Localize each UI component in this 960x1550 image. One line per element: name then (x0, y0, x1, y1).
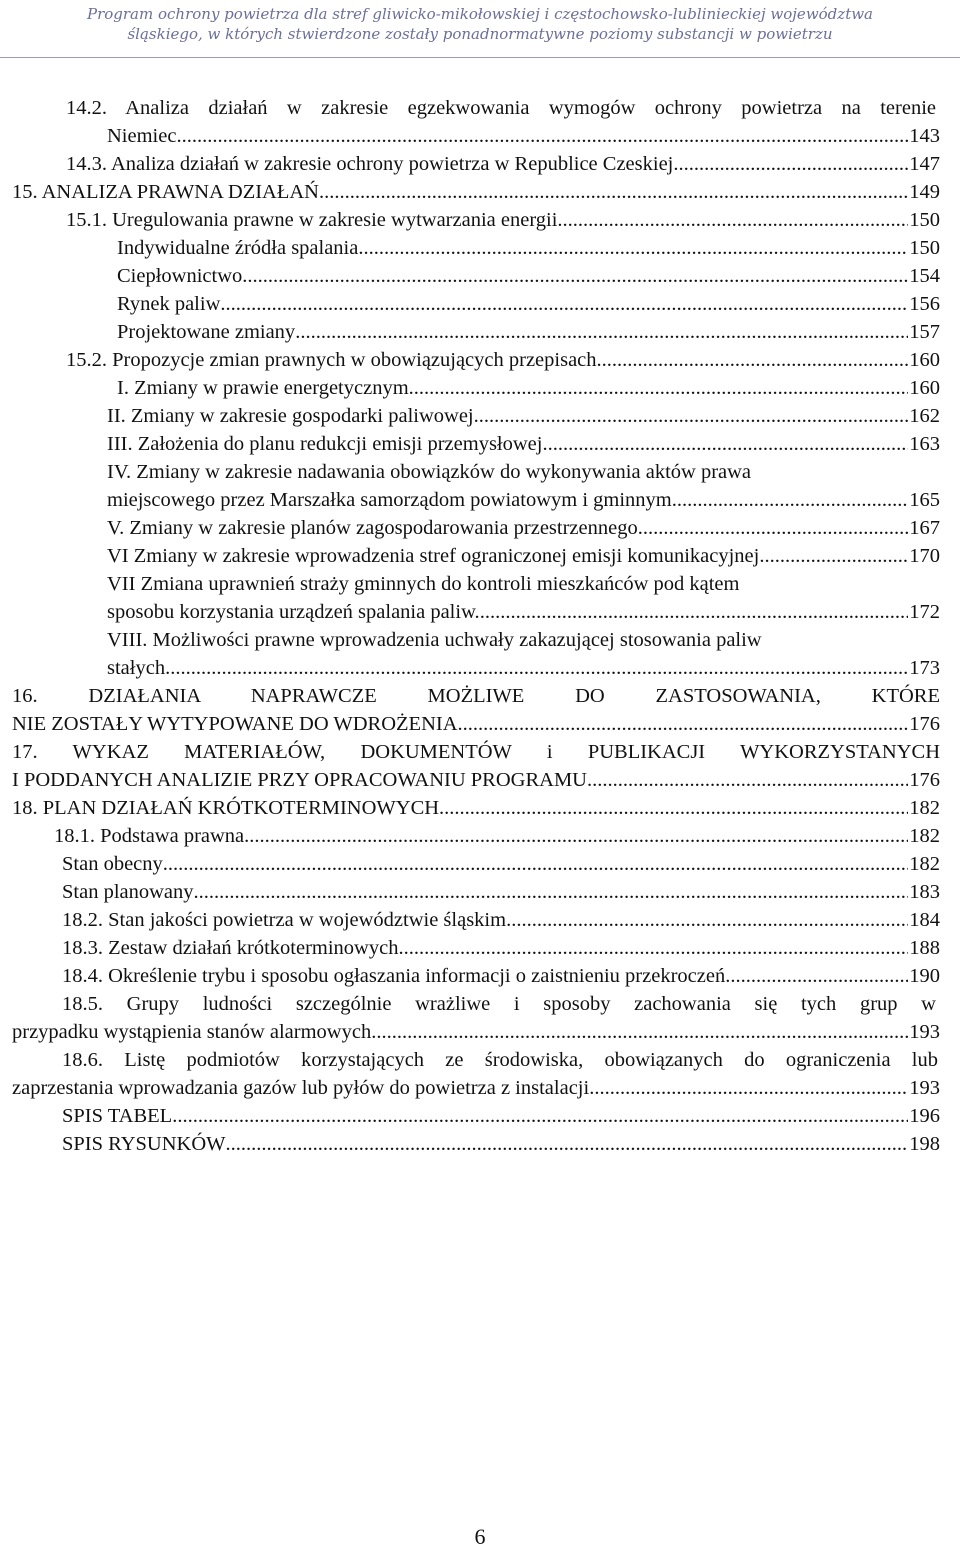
toc-leader-dots (542, 430, 908, 458)
toc-entry-page: 193 (909, 1077, 940, 1099)
toc-entry[interactable] (12, 178, 940, 206)
toc-leader-dots (358, 234, 908, 262)
toc-entry-title: SPIS TABEL (62, 1105, 173, 1127)
toc-leader-dots (409, 374, 909, 402)
toc-entry[interactable] (107, 626, 940, 654)
toc-entry-title: Projektowane zmiany (117, 321, 296, 343)
toc-leader-dots (725, 962, 908, 990)
toc-entry[interactable] (66, 150, 940, 178)
toc-entry-title: III. Założenia do planu redukcji emisji przemysłowej (107, 433, 543, 455)
toc-entry[interactable] (62, 1102, 940, 1130)
toc-entry[interactable] (62, 934, 940, 962)
running-header (0, 0, 960, 58)
toc-entry[interactable] (62, 1130, 940, 1158)
toc-entry-page: 157 (909, 321, 940, 343)
toc-entry-page: 183 (909, 881, 940, 903)
toc-entry-title: I. Zmiany w prawie energetycznym (117, 377, 409, 399)
toc-entry-page: 193 (909, 1021, 940, 1043)
toc-entry-title: 17. WYKAZ MATERIAŁÓW, DOKUMENTÓW i PUBLIKACJI WYKORZYSTANYCH (12, 741, 940, 763)
toc-leader-dots (225, 1130, 908, 1158)
toc-entry-title: IV. Zmiany w zakresie nadawania obowiązków do wykonywania aktów prawa (107, 461, 752, 483)
toc-entry-title: zaprzestania wprowadzania gazów lub pyłów do powietrza z instalacji (12, 1077, 590, 1099)
toc-entry-title: miejscowego przez Marszałka samorządom powiatowym i gminnym. (107, 489, 677, 511)
toc-entry-title: 15.2. Propozycje zmian prawnych w obowiązujących przepisach (66, 349, 597, 371)
toc-entry-title: I PODDANYCH ANALIZIE PRZY OPRACOWANIU PROGRAMU (12, 769, 587, 791)
toc-entry-title: przypadku wystąpienia stanów alarmowych (12, 1021, 372, 1043)
toc-entry-title: sposobu korzystania urządzeń spalania paliw. (107, 601, 480, 623)
toc-entry-page: 150 (909, 209, 940, 231)
toc-entry-title: stałych (107, 657, 166, 679)
toc-entry[interactable] (62, 906, 940, 934)
toc-entry[interactable] (12, 794, 940, 822)
toc-leader-dots (759, 542, 908, 570)
toc-entry[interactable] (66, 206, 940, 234)
toc-entry-title: VIII. Możliwości prawne wprowadzenia uchwały zakazującej stosowania paliw (107, 629, 762, 651)
toc-entry-title: II. Zmiany w zakresie gospodarki paliwowej (107, 405, 474, 427)
toc-entry-title: Niemiec (107, 125, 177, 147)
toc-entry[interactable] (12, 710, 940, 738)
toc-entry[interactable] (107, 654, 940, 682)
toc-entry-title: VII Zmiana uprawnień straży gminnych do kontroli mieszkańców pod kątem (107, 573, 740, 595)
toc-entry-page: 184 (909, 909, 940, 931)
toc-entry[interactable] (62, 1046, 938, 1074)
toc-entry[interactable] (117, 374, 940, 402)
toc-entry-title: 18.2. Stan jakości powietrza w województwie śląskim (62, 909, 507, 931)
toc-entry-page: 147 (909, 153, 940, 175)
toc-entry-page: 150 (909, 237, 940, 259)
toc-entry-page: 176 (909, 769, 940, 791)
toc-entry-title: 16. DZIAŁANIA NAPRAWCZE MOŻLIWE DO ZASTOSOWANIA, KTÓRE (12, 685, 940, 707)
toc-entry[interactable] (107, 486, 940, 514)
toc-entry[interactable] (117, 290, 940, 318)
toc-leader-dots (163, 850, 908, 878)
toc-leader-dots (176, 122, 908, 150)
toc-entry[interactable] (117, 318, 940, 346)
toc-leader-dots (506, 906, 908, 934)
toc-leader-dots (244, 822, 908, 850)
toc-entry-title: SPIS RYSUNKÓW (62, 1133, 226, 1155)
toc-entry-page: 143 (909, 125, 940, 147)
toc-entry[interactable] (107, 598, 940, 626)
toc-entry[interactable] (107, 514, 940, 542)
page-number: 6 (474, 1524, 486, 1549)
toc-entry[interactable] (62, 850, 940, 878)
toc-entry-page: 154 (909, 265, 940, 287)
toc-entry-page: 182 (909, 853, 940, 875)
toc-entry[interactable] (12, 766, 940, 794)
header-divider (0, 57, 960, 58)
toc-entry[interactable] (117, 262, 940, 290)
toc-entry[interactable] (12, 1074, 940, 1102)
toc-entry-title: 18.6. Listę podmiotów korzystających ze środowiska, obowiązanych do ograniczenia lub (62, 1049, 938, 1071)
toc-entry-page: 156 (909, 293, 940, 315)
toc-leader-dots (673, 150, 908, 178)
toc-entry-title: Ciepłownictwo (117, 265, 243, 287)
toc-entry-page: 182 (909, 825, 940, 847)
toc-entry-title: Rynek paliw (117, 293, 221, 315)
toc-entry-page: 173 (909, 657, 940, 679)
toc-entry[interactable] (62, 990, 936, 1018)
toc-entry[interactable] (12, 682, 940, 710)
toc-entry[interactable] (107, 542, 940, 570)
header-line-2: śląskiego, w których stwierdzone zostały ponadnormatywne poziomy substancji w powietrzu (127, 25, 833, 43)
toc-entry-page: 190 (909, 965, 940, 987)
toc-entry-title: Stan obecny (62, 853, 163, 875)
toc-leader-dots (242, 262, 908, 290)
toc-leader-dots (474, 402, 909, 430)
toc-entry-title: 15.1. Uregulowania prawne w zakresie wytwarzania energii (66, 209, 558, 231)
toc-entry-title: 18.1. Podstawa prawna (54, 825, 245, 847)
toc-entry-title: 14.3. Analiza działań w zakresie ochrony powietrza w Republice Czeskiej (66, 153, 674, 175)
toc-entry-title: NIE ZOSTAŁY WYTYPOWANE DO WDROŻENIA (12, 713, 458, 735)
toc-entry-page: 162 (909, 405, 940, 427)
toc-leader-dots (439, 794, 908, 822)
toc-entry-page: 160 (909, 377, 940, 399)
toc-entry-page: 196 (909, 1105, 940, 1127)
toc-entry[interactable] (66, 94, 936, 122)
toc-entry[interactable] (107, 430, 940, 458)
toc-entry-title: 15. ANALIZA PRAWNA DZIAŁAŃ (12, 181, 319, 203)
toc-leader-dots (371, 1018, 908, 1046)
toc-leader-dots (677, 486, 908, 514)
toc-entry-title: V. Zmiany w zakresie planów zagospodarowania przestrzennego (107, 517, 638, 539)
toc-entry-title: VI Zmiany w zakresie wprowadzenia stref ograniczonej emisji komunikacyjnej (107, 545, 760, 567)
toc-entry-title: 18.3. Zestaw działań krótkoterminowych (62, 937, 399, 959)
toc-entry-page: 188 (909, 937, 940, 959)
toc-entry-title: 18.4. Określenie trybu i sposobu ogłaszania informacji o zaistnieniu przekroczeń (62, 965, 726, 987)
toc-entry-page: 160 (909, 349, 940, 371)
toc-entry[interactable] (107, 122, 940, 150)
header-line-1: Program ochrony powietrza dla stref gliwicko-mikołowskiej i częstochowsko-lublinieckiej województwa (86, 5, 873, 23)
toc-leader-dots (597, 346, 909, 374)
toc-leader-dots (319, 178, 908, 206)
toc-entry[interactable] (12, 738, 940, 766)
toc-entry[interactable] (66, 346, 940, 374)
toc-entry-page: 149 (909, 181, 940, 203)
toc-entry-page: 170 (909, 545, 940, 567)
toc-entry-title: Indywidualne źródła spalania (117, 237, 359, 259)
toc-entry-page: 198 (909, 1133, 940, 1155)
toc-entry[interactable] (62, 878, 940, 906)
toc-leader-dots (589, 1074, 908, 1102)
toc-entry[interactable] (107, 402, 940, 430)
toc-leader-dots (398, 934, 908, 962)
toc-leader-dots (480, 598, 909, 626)
toc-entry-page: 176 (909, 713, 940, 735)
toc-entry-page: 165 (909, 489, 940, 511)
toc-entry-title: 18. PLAN DZIAŁAŃ KRÓTKOTERMINOWYCH (12, 797, 440, 819)
toc-entry[interactable] (107, 458, 940, 486)
toc-entry[interactable] (117, 234, 940, 262)
toc-entry[interactable] (54, 822, 940, 850)
toc-entry-page: 167 (909, 517, 940, 539)
toc-entry-title: 18.5. Grupy ludności szczególnie wrażliwe i sposoby zachowania się tych grup w (62, 993, 936, 1015)
toc-entry[interactable] (62, 962, 940, 990)
toc-entry-page: 172 (909, 601, 940, 623)
toc-leader-dots (458, 710, 909, 738)
toc-leader-dots (557, 206, 908, 234)
toc-leader-dots (295, 318, 908, 346)
toc-leader-dots (172, 1102, 908, 1130)
toc-entry[interactable] (12, 1018, 940, 1046)
toc-leader-dots (638, 514, 909, 542)
toc-leader-dots (194, 878, 909, 906)
toc-entry-page: 182 (909, 797, 940, 819)
toc-leader-dots (587, 766, 908, 794)
toc-entry-title: 14.2. Analiza działań w zakresie egzekwowania wymogów ochrony powietrza na terenie (66, 97, 936, 119)
toc-entry-page: 163 (909, 433, 940, 455)
toc-leader-dots (165, 654, 908, 682)
toc-leader-dots (220, 290, 908, 318)
toc-entry-title: Stan planowany (62, 881, 194, 903)
toc-entry[interactable] (107, 570, 940, 598)
